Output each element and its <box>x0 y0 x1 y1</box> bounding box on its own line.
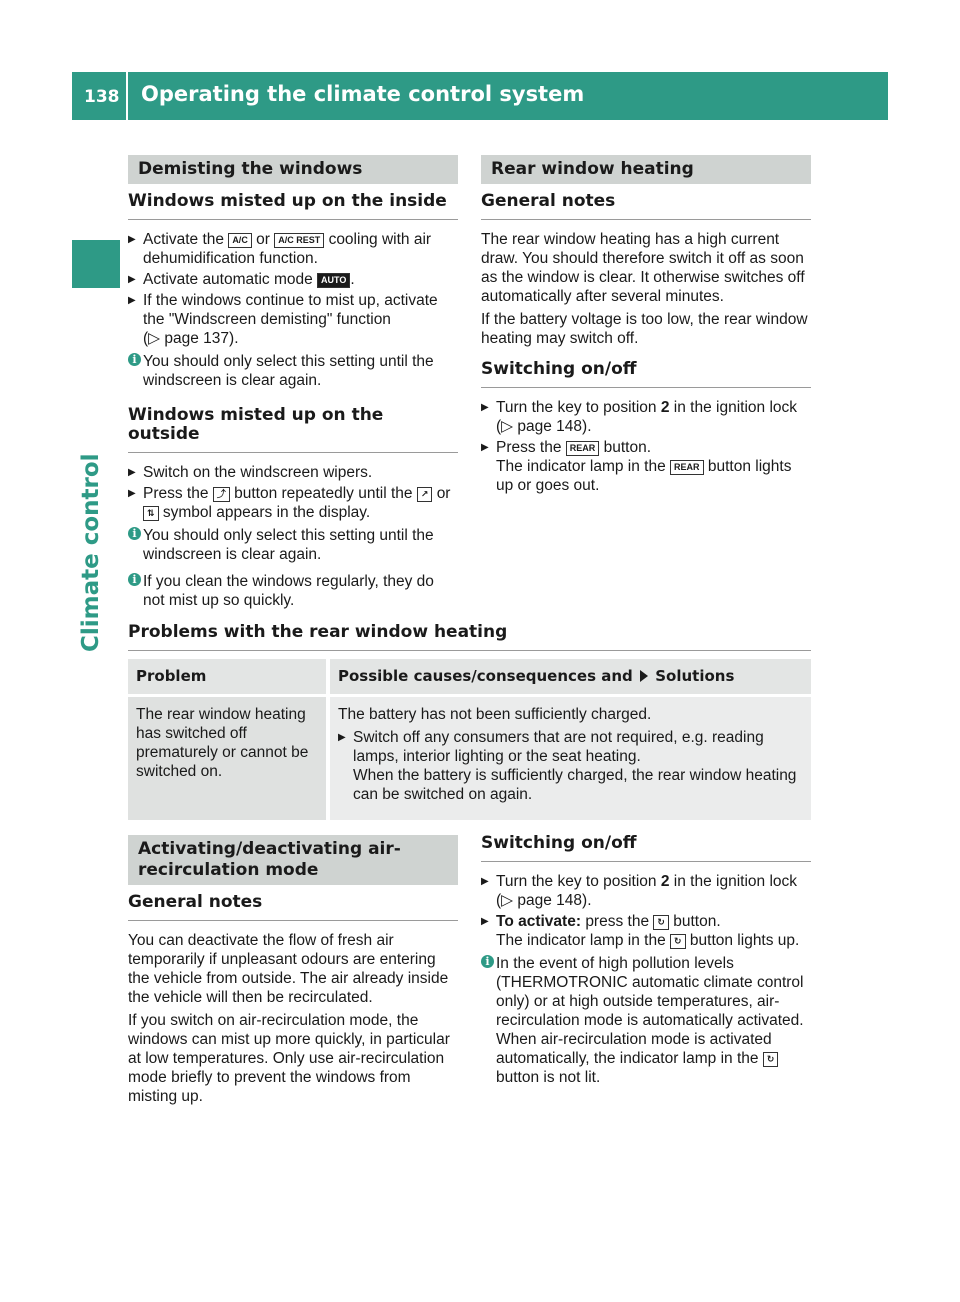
recirc-switch-heading: Switching on/off <box>481 826 811 862</box>
demisting-section <box>128 155 458 618</box>
airflow-windscreen-footwell-icon: ⇅ <box>143 506 159 521</box>
table-header-row <box>128 659 811 696</box>
col-causes: Possible causes/consequences and Solutions <box>328 659 811 696</box>
problems-heading: Problems with the rear window heating <box>128 615 811 651</box>
inside-step-2: ▶ Activate automatic mode AUTO . <box>128 270 458 289</box>
table-row <box>128 696 811 821</box>
page-ref[interactable]: (▷ page 137). <box>143 330 239 347</box>
page-number: 138 <box>84 87 120 107</box>
side-tab-marker <box>72 240 120 288</box>
col-problem: Problem <box>128 659 328 696</box>
auto-icon: AUTO <box>317 273 350 288</box>
rear-paragraph-1: The rear window heating has a high current draw. You should therefore switch it off as soon as the window is clear. It otherwise switches off automatically after several minutes. <box>481 231 805 305</box>
outside-info-1: i You should only select this setting until the windscreen is clear again. <box>128 526 458 564</box>
side-chapter-label: Climate control <box>78 453 104 652</box>
rear-switch-heading: Switching on/off <box>481 352 811 388</box>
info-icon: i <box>128 353 141 366</box>
recirc-title: Activating/deactivating air-recirculation mode <box>128 835 458 885</box>
airflow-windscreen-icon: ↗ <box>417 487 433 502</box>
info-icon: i <box>128 573 141 586</box>
solution-step: ▶ Switch off any consumers that are not required, e.g. reading lamps, interior lighting or the seat heating. When the battery is sufficiently charged, the rear window heating can be switched on again. <box>338 728 803 804</box>
rear-defrost-icon: REAR <box>566 441 600 456</box>
rear-paragraph-2: If the battery voltage is too low, the rear window heating may switch off. <box>481 311 808 347</box>
problems-section <box>128 615 811 820</box>
inside-step-1: ▶ Activate the A/C or A/C REST cooling with air dehumidification function. <box>128 230 458 268</box>
info-icon: i <box>481 955 494 968</box>
rear-step-1: ▶ Turn the key to position 2 in the ignition lock (▷ page 148). <box>481 398 811 436</box>
inside-step-3: ▶ If the windows continue to mist up, activate the "Windscreen demisting" function (▷ page 137). <box>128 291 458 348</box>
inside-heading: Windows misted up on the inside <box>128 184 458 220</box>
rear-general-heading: General notes <box>481 184 811 220</box>
outside-step-1: ▶ Switch on the windscreen wipers. <box>128 463 458 482</box>
airflow-distribution-icon: ⤴ <box>213 487 230 502</box>
problems-table <box>128 659 811 820</box>
page-ref[interactable]: (▷ page 148). <box>496 418 592 435</box>
rear-window-section <box>481 155 811 497</box>
air-recirculation-icon: ↻ <box>670 934 686 949</box>
problem-cell: The rear window heating has switched off prematurely or cannot be switched on. <box>128 696 328 821</box>
recirc-step-2: ▶ To activate: press the ↻ button. The indicator lamp in the ↻ button lights up. <box>481 912 811 950</box>
recirc-paragraph-1: You can deactivate the flow of fresh air temporarily if unpleasant odours are entering the vehicle from outside. The air already inside the vehicle will then be recirculated. <box>128 932 449 1006</box>
arrow-right-icon <box>640 670 648 682</box>
rear-step-2: ▶ Press the REAR button. The indicator lamp in the REAR button lights up or goes out. <box>481 438 811 495</box>
recirc-step-1: ▶ Turn the key to position 2 in the ignition lock (▷ page 148). <box>481 872 811 910</box>
inside-info: i You should only select this setting until the windscreen is clear again. <box>128 352 458 390</box>
air-recirculation-icon: ↻ <box>763 1052 779 1067</box>
info-icon: i <box>128 527 141 540</box>
outside-heading: Windows misted up on the outside <box>128 398 458 453</box>
header-divider <box>126 72 128 120</box>
recirc-info: i In the event of high pollution levels (THERMOTRONIC automatic climate control only) or at high outside temperatures, air-recirculation mode is automatically activated. When air-recirculation mode is activated automatically, the indicator lamp in the ↻ button is not lit. <box>481 954 811 1087</box>
recirc-paragraph-2: If you switch on air-recirculation mode, the windows can mist up more quickly, in particular at low temperatures. Only use air-recirculation mode briefly to prevent the windows from misting up. <box>128 1012 450 1105</box>
recirc-section <box>128 835 458 1110</box>
rear-title: Rear window heating <box>481 155 811 184</box>
air-recirculation-icon: ↻ <box>653 915 669 930</box>
page-ref[interactable]: (▷ page 148). <box>496 892 592 909</box>
recirc-switch-section <box>481 826 811 1095</box>
outside-step-2: ▶ Press the ⤴ button repeatedly until the ↗ or ⇅ symbol appears in the display. <box>128 484 458 522</box>
rear-defrost-icon: REAR <box>670 460 704 475</box>
solution-cell: The battery has not been sufficiently charged. ▶ Switch off any consumers that are not required, e.g. reading lamps, interior lighting or the seat heating. When the battery is sufficiently charged, the rear window heating can be switched on again. <box>328 696 811 821</box>
recirc-general-heading: General notes <box>128 885 458 921</box>
ac-rest-icon: A/C REST <box>274 233 324 248</box>
page-title: Operating the climate control system <box>141 82 585 106</box>
demisting-title: Demisting the windows <box>128 155 458 184</box>
ac-icon: A/C <box>228 233 252 248</box>
outside-info-2: i If you clean the windows regularly, they do not mist up so quickly. <box>128 572 458 610</box>
